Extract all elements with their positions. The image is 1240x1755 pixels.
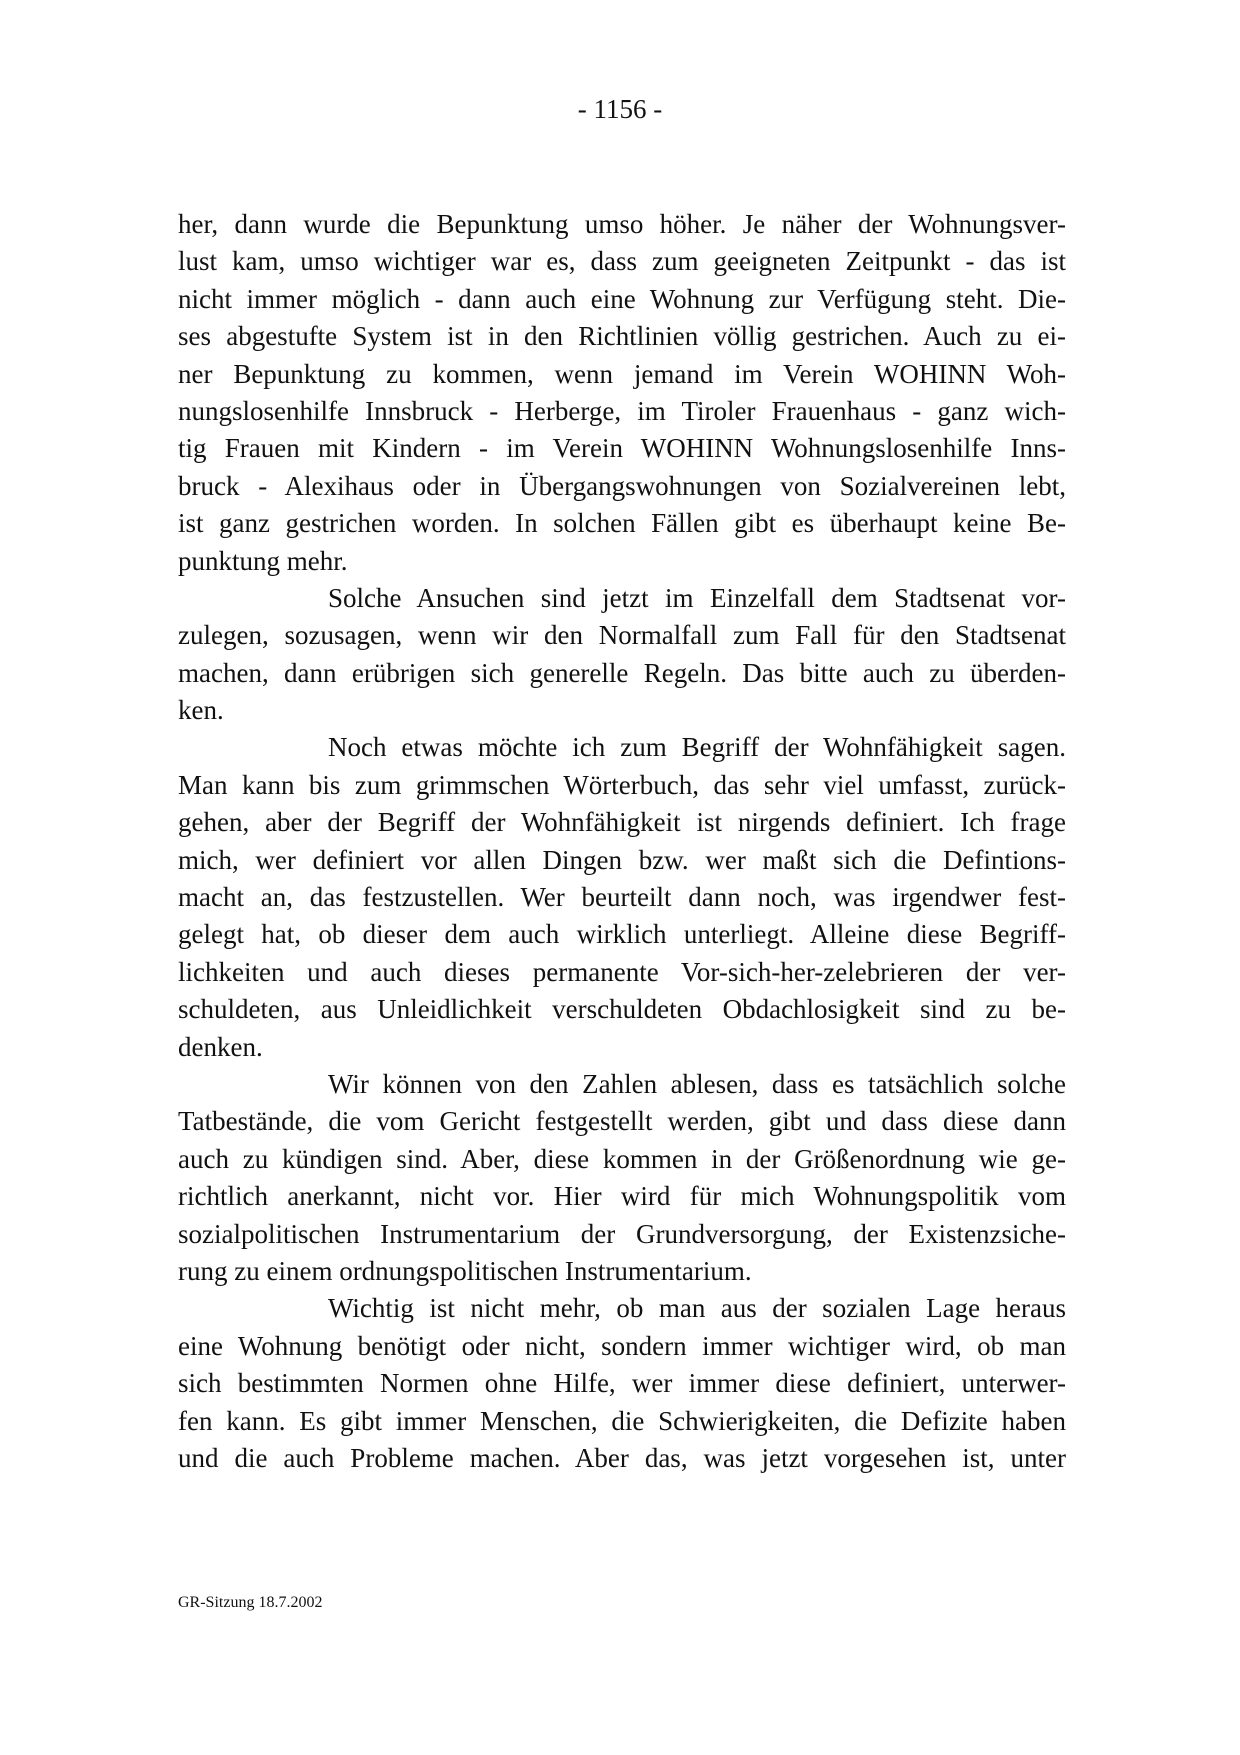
paragraph [178,1066,1066,1290]
text-line: machen, dann erübrigen sich generelle Regeln. Das bitte auch zu überden- [178,657,1066,688]
page-footer: GR-Sitzung 18.7.2002 [178,1594,323,1611]
text-line: und die auch Probleme machen. Aber das, was jetzt vorgesehen ist, unter [178,1442,1066,1473]
text-line: mich, wer definiert vor allen Dingen bzw. wer maßt sich die Defintions- [178,844,1066,875]
text-line: schuldeten, aus Unleidlichkeit verschuldeten Obdachlosigkeit sind zu be- [178,994,1066,1025]
text-line: ist ganz gestrichen worden. In solchen Fällen gibt es überhaupt keine Be- [178,508,1066,539]
text-line: her, dann wurde die Bepunktung umso höher. Je näher der Wohnungsver- [178,209,1066,239]
text-line: fen kann. Es gibt immer Menschen, die Schwierigkeiten, die Defizite haben [178,1405,1066,1436]
text-line: sich bestimmten Normen ohne Hilfe, wer immer diese definiert, unterwer- [178,1368,1066,1399]
text-line: richtlich anerkannt, nicht vor. Hier wird für mich Wohnungspolitik vom [178,1181,1066,1212]
paragraph [178,1290,1066,1477]
text-line: Solche Ansuchen sind jetzt im Einzelfall dem Stadtsenat vor- [328,582,1066,613]
document-body [178,206,1066,1477]
text-line: denken. [178,1031,263,1062]
text-line: tig Frauen mit Kindern - im Verein WOHINN Wohnungslosenhilfe Inns- [178,433,1066,464]
text-line: ner Bepunktung zu kommen, wenn jemand im Verein WOHINN Woh- [178,358,1066,389]
text-line: nicht immer möglich - dann auch eine Wohnung zur Verfügung steht. Die- [178,283,1066,314]
page-number: - 1156 - [577,94,663,124]
text-line: ses abgestufte System ist in den Richtlinien völlig gestrichen. Auch zu ei- [178,321,1066,352]
paragraph [178,206,1066,580]
text-line: punktung mehr. [178,545,348,576]
text-line: gelegt hat, ob dieser dem auch wirklich unterliegt. Alleine diese Begriff- [178,919,1066,950]
text-line: zulegen, sozusagen, wenn wir den Normalfall zum Fall für den Stadtsenat [178,620,1066,651]
text-line: gehen, aber der Begriff der Wohnfähigkeit ist nirgends definiert. Ich frage [178,807,1066,838]
text-line: Wir können von den Zahlen ablesen, dass es tatsächlich solche [328,1068,1066,1099]
text-line: Man kann bis zum grimmschen Wörterbuch, das sehr viel umfasst, zurück- [178,769,1066,800]
text-line: auch zu kündigen sind. Aber, diese kommen in der Größenordnung wie ge- [178,1143,1066,1174]
text-line: ken. [178,695,224,726]
text-line: macht an, das festzustellen. Wer beurteilt dann noch, was irgendwer fest- [178,882,1066,913]
text-line: bruck - Alexihaus oder in Übergangswohnungen von Sozialvereinen lebt, [178,470,1066,501]
text-line: rung zu einem ordnungspolitischen Instrumentarium. [178,1255,752,1286]
paragraph [178,580,1066,730]
text-line: sozialpolitischen Instrumentarium der Grundversorgung, der Existenzsiche- [178,1218,1066,1249]
text-line: Tatbestände, die vom Gericht festgestellt werden, gibt und dass diese dann [178,1106,1066,1137]
text-line: lust kam, umso wichtiger war es, dass zum geeigneten Zeitpunkt - das ist [178,246,1066,277]
paragraph [178,729,1066,1066]
text-line: lichkeiten und auch dieses permanente Vor-sich-her-zelebrieren der ver- [178,956,1066,987]
text-line: Wichtig ist nicht mehr, ob man aus der sozialen Lage heraus [328,1293,1066,1324]
text-line: eine Wohnung benötigt oder nicht, sondern immer wichtiger wird, ob man [178,1330,1066,1361]
text-line: Noch etwas möchte ich zum Begriff der Wohnfähigkeit sagen. [328,732,1066,763]
text-line: nungslosenhilfe Innsbruck - Herberge, im Tiroler Frauenhaus - ganz wich- [178,395,1066,426]
